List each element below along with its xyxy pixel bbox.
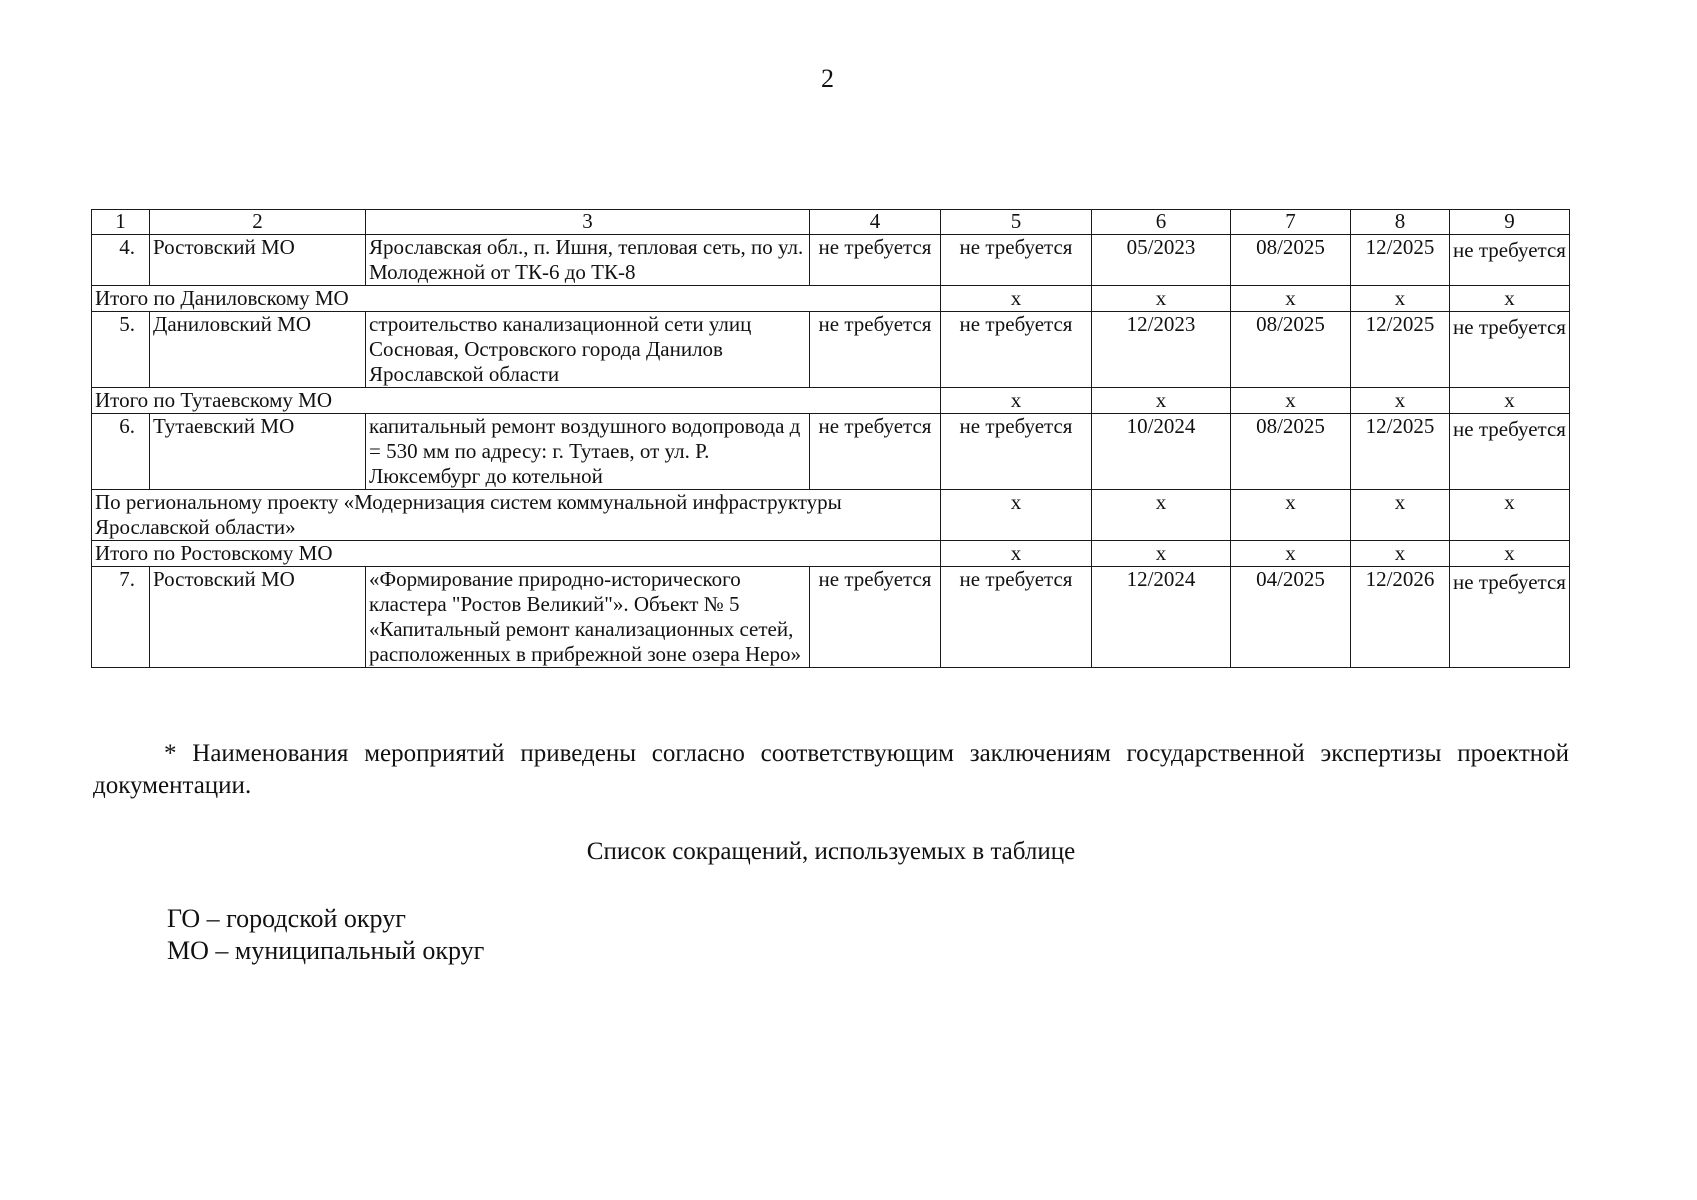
cell-col8: x [1351,286,1450,312]
cell-col4: не требуется [810,235,941,286]
cell-col5: x [941,286,1092,312]
total-row [92,541,1570,567]
column-numbers-row [92,210,1570,235]
cell-col5: x [941,388,1092,414]
cell-col8: 12/2026 [1351,567,1450,668]
cell-col6: 12/2024 [1092,567,1231,668]
cell-col6: x [1092,286,1231,312]
column-number: 8 [1351,210,1450,235]
cell-col9: x [1450,388,1570,414]
cell-col9: не требуется [1450,414,1570,490]
cell-col9: не требуется [1450,567,1570,668]
abbreviation-item: ГО – городской округ [167,904,406,933]
table-row [92,312,1570,388]
cell-col9: не требуется [1450,235,1570,286]
cell-col6: x [1092,490,1231,541]
description-cell: строительство канализационной сети улиц Сосновая, Островского города Данилов Ярославской области [366,312,810,388]
column-number: 7 [1231,210,1351,235]
cell-col5: не требуется [941,567,1092,668]
district-cell: Ростовский МО [150,235,366,286]
regional-project-label: По региональному проекту «Модернизация систем коммунальной инфраструктуры Ярославской области» [92,490,941,541]
total-label: Итого по Тутаевскому МО [92,388,941,414]
description-cell: «Формирование природно-исторического кластера "Ростов Великий"». Объект № 5 «Капитальный ремонт канализационных сетей, расположенных в прибрежной зоне озера Неро» [366,567,810,668]
column-number: 1 [92,210,150,235]
total-row [92,388,1570,414]
cell-col7: 08/2025 [1231,235,1351,286]
cell-col8: 12/2025 [1351,235,1450,286]
cell-col6: x [1092,541,1231,567]
district-cell: Тутаевский МО [150,414,366,490]
cell-col8: 12/2025 [1351,414,1450,490]
cell-col6: 05/2023 [1092,235,1231,286]
district-cell: Даниловский МО [150,312,366,388]
cell-col9: x [1450,541,1570,567]
cell-col5: x [941,541,1092,567]
cell-col5: не требуется [941,235,1092,286]
description-cell: Ярославская обл., п. Ишня, тепловая сеть, по ул. Молодежной от ТК-6 до ТК-8 [366,235,810,286]
cell-col8: x [1351,541,1450,567]
cell-col7: x [1231,286,1351,312]
cell-col5: не требуется [941,414,1092,490]
cell-col8: x [1351,490,1450,541]
cell-col9: x [1450,490,1570,541]
abbreviations-list [167,903,484,967]
total-label: Итого по Даниловскому МО [92,286,941,312]
abbreviations-title: Список сокращений, используемых в таблице [586,838,1076,865]
row-number: 4. [92,235,150,286]
cell-col5: не требуется [941,312,1092,388]
cell-col6: x [1092,388,1231,414]
cell-col7: x [1231,490,1351,541]
description-cell: капитальный ремонт воздушного водопровода д = 530 мм по адресу: г. Тутаев, от ул. Р. Люксембург до котельной [366,414,810,490]
cell-col4: не требуется [810,312,941,388]
district-cell: Ростовский МО [150,567,366,668]
row-number: 7. [92,567,150,668]
cell-col7: x [1231,541,1351,567]
page-number: 2 [821,64,834,93]
column-number: 3 [366,210,810,235]
cell-col8: x [1351,388,1450,414]
cell-col4: не требуется [810,414,941,490]
total-label: Итого по Ростовскому МО [92,541,941,567]
column-number: 6 [1092,210,1231,235]
abbreviation-item: МО – муниципальный округ [167,936,485,965]
cell-col7: 08/2025 [1231,312,1351,388]
measures-table [91,209,1570,668]
column-number: 4 [810,210,941,235]
table-row [92,567,1570,668]
cell-col9: не требуется [1450,312,1570,388]
cell-col8: 12/2025 [1351,312,1450,388]
regional-project-row [92,490,1570,541]
cell-col7: 04/2025 [1231,567,1351,668]
column-number: 5 [941,210,1092,235]
cell-col4: не требуется [810,567,941,668]
cell-col6: 12/2023 [1092,312,1231,388]
table-row [92,414,1570,490]
cell-col9: x [1450,286,1570,312]
row-number: 6. [92,414,150,490]
total-row [92,286,1570,312]
cell-col5: x [941,490,1092,541]
cell-col7: x [1231,388,1351,414]
column-number: 9 [1450,210,1570,235]
footnote: * Наименования мероприятий приведены согласно соответствующим заключениям государственной экспертизы проектной документации. [93,740,1569,799]
row-number: 5. [92,312,150,388]
cell-col7: 08/2025 [1231,414,1351,490]
table-row [92,235,1570,286]
column-number: 2 [150,210,366,235]
cell-col6: 10/2024 [1092,414,1231,490]
